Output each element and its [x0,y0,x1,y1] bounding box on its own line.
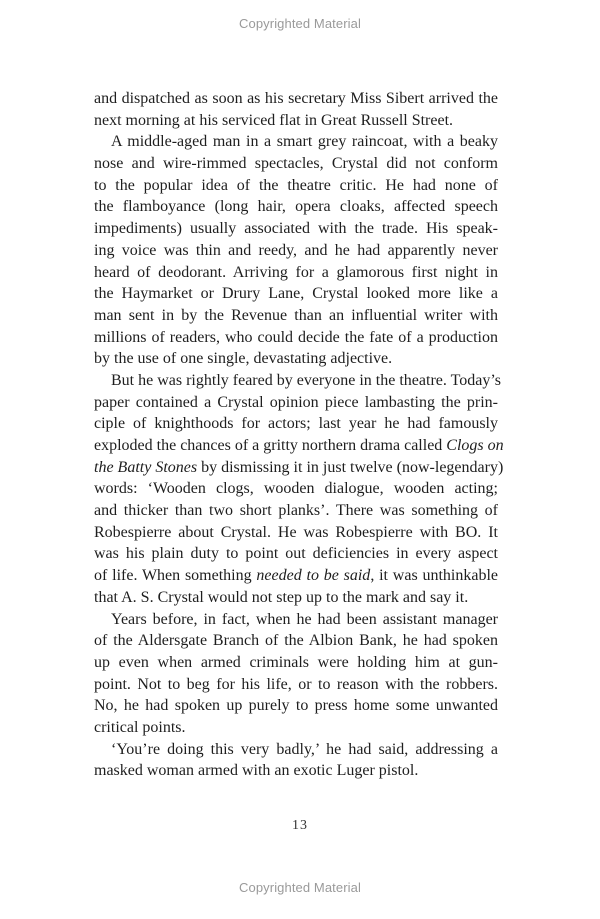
text-line: point. Not to beg for his life, or to reason with the robbers. [94,675,498,693]
text-line: words: ‘Wooden clogs, wooden dialogue, wooden acting; [94,480,498,498]
copyright-watermark-top: Copyrighted Material [239,16,361,31]
text-line: and dispatched as soon as his secretary Miss Sibert arrived the [94,90,498,107]
text-line: man sent in by the Revenue than an influential writer with [94,306,498,324]
text-line: Years before, in fact, when he had been assistant manager [111,610,498,628]
text-line: was his plain duty to point out deficiencies in every aspect [94,545,498,563]
text-line: next morning at his serviced flat in Great Russell Street. [94,111,454,129]
copyright-watermark-bottom: Copyrighted Material [239,880,361,895]
book-body-text [94,88,504,782]
text-line: exploded the chances of a gritty northern drama called Clogs on [94,437,504,454]
text-line: the Batty Stones by dismissing it in just twelve (now-legendary) [94,458,504,476]
text-line: of the Aldersgate Branch of the Albion Bank, he had spoken [94,632,498,650]
text-line: millions of readers, who could decide the fate of a production [94,328,498,346]
text-line: heard of deodorant. Arriving for a glamorous first night in [94,263,498,281]
text-line: Robespierre about Crystal. He was Robespierre with BO. It [94,523,498,541]
page-number: 13 [292,818,308,833]
text-line: But he was rightly feared by everyone in the theatre. Today’s [111,371,502,389]
text-line: of life. When something needed to be said, it was unthinkable [94,567,499,585]
text-line: impediments) usually associated with the trade. His speak- [94,220,498,238]
text-line: the flamboyance (long hair, opera cloaks, affected speech [94,198,498,216]
text-line: A middle-aged man in a smart grey raincoat, with a beaky [111,133,498,151]
text-line: that A. S. Crystal would not step up to the mark and say it. [94,588,469,606]
text-line: No, he had spoken up purely to press home some unwanted [94,697,498,715]
text-line: paper contained a Crystal opinion piece lambasting the prin- [94,393,498,411]
text-line: masked woman armed with an exotic Luger pistol. [94,762,419,780]
text-line: ciple of knighthoods for actors; last year he had famously [94,415,498,433]
text-line: the Haymarket or Drury Lane, Crystal looked more like a [94,285,498,303]
text-line: and thicker than two short planks’. There was something of [94,502,498,520]
text-line: nose and wire-rimmed spectacles, Crystal did not conform [94,155,498,173]
text-line: by the use of one single, devastating adjective. [94,350,393,368]
text-line: up even when armed criminals were holding him at gun- [94,653,498,671]
text-line: ing voice was thin and reedy, and he had apparently never [94,241,498,259]
text-line: ‘You’re doing this very badly,’ he had said, addressing a [111,740,498,758]
text-line: critical points. [94,718,186,736]
text-line: to the popular idea of the theatre critic. He had none of [94,176,498,194]
